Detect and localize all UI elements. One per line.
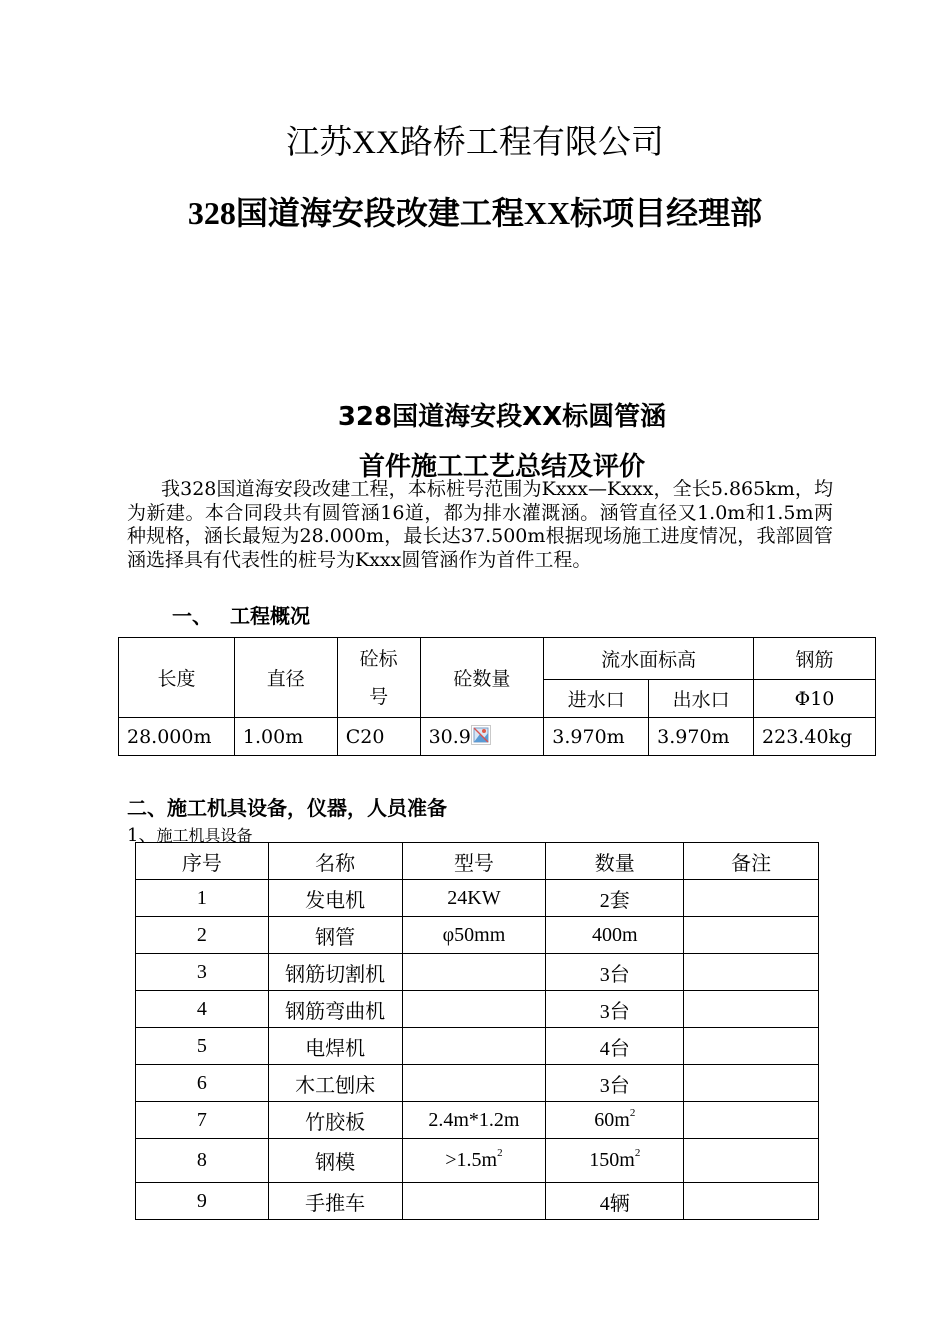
section1-heading [172, 600, 310, 629]
row-qty: 3台 [546, 954, 684, 991]
header-diameter: 直径 [234, 638, 337, 718]
row-qty-superscript: 2 [634, 1147, 641, 1159]
table-row [136, 917, 819, 954]
row-qty: 400m [546, 917, 684, 954]
section1-title: 工程概况 [230, 604, 310, 628]
table-row [136, 954, 819, 991]
header-name: 名称 [268, 843, 402, 880]
row-qty-superscript: 2 [629, 1106, 636, 1119]
header-concrete-grade-line1: 砼标 [359, 647, 398, 670]
table-row [136, 1102, 819, 1139]
row-name: 电焊机 [268, 1028, 402, 1065]
row-name: 竹胶板 [268, 1102, 402, 1139]
row-no: 6 [136, 1065, 269, 1102]
row-name: 手推车 [268, 1183, 402, 1220]
row-note [684, 1139, 819, 1183]
row-qty: 4台 [546, 1028, 684, 1065]
subsection-number: 1、 [127, 825, 157, 846]
row-note [684, 954, 819, 991]
row-name: 钢管 [268, 917, 402, 954]
row-model [402, 991, 546, 1028]
header-rebar: 钢筋 [754, 638, 876, 680]
broken-image-icon [471, 725, 491, 745]
row-no: 8 [136, 1139, 269, 1183]
row-model: φ50mm [402, 917, 546, 954]
header-concrete-qty: 砼数量 [420, 638, 544, 718]
row-model-value: >1.5m [445, 1149, 498, 1171]
row-model-superscript: 2 [497, 1147, 503, 1159]
header-water-level: 流水面标高 [544, 638, 754, 680]
row-model [402, 1028, 546, 1065]
cell-qty [420, 718, 544, 756]
header-concrete-grade-line2: 号 [369, 685, 389, 708]
company-name: 江苏XX路桥工程有限公司 [286, 125, 664, 161]
row-note [684, 1065, 819, 1102]
row-name: 钢模 [268, 1139, 402, 1183]
overview-table [118, 637, 876, 756]
header-qty: 数量 [546, 843, 684, 880]
table-row [136, 991, 819, 1028]
header-note: 备注 [684, 843, 819, 880]
row-qty: 2套 [546, 880, 684, 917]
row-no: 7 [136, 1102, 269, 1139]
header-length: 长度 [119, 638, 235, 718]
header-model: 型号 [402, 843, 546, 880]
cell-inlet: 3.970m [544, 718, 649, 756]
row-model [402, 954, 546, 991]
row-qty: 3台 [546, 991, 684, 1028]
row-name: 发电机 [268, 880, 402, 917]
subsection-title: 施工机具设备 [156, 826, 253, 845]
row-name: 钢筋弯曲机 [268, 991, 402, 1028]
header-outlet: 出水口 [649, 680, 754, 718]
header-inlet: 进水口 [544, 680, 649, 718]
row-qty: 3台 [546, 1065, 684, 1102]
row-model [402, 1065, 546, 1102]
table-row [136, 1139, 819, 1183]
row-no: 3 [136, 954, 269, 991]
cell-qty-value: 30.9 [428, 725, 471, 748]
document-title-line2: 首件施工工艺总结及评价 [358, 452, 645, 482]
row-no: 2 [136, 917, 269, 954]
section2-heading: 二、施工机具设备，仪器，人员准备 [127, 796, 447, 820]
document-title-line1: 328国道海安段XX标圆管涵 [337, 402, 667, 432]
header-no: 序号 [136, 843, 269, 880]
row-note [684, 1102, 819, 1139]
cell-length: 28.000m [119, 718, 235, 756]
cell-diameter: 1.00m [234, 718, 337, 756]
table-row [136, 1028, 819, 1065]
table-row [136, 1183, 819, 1220]
row-name: 木工刨床 [268, 1065, 402, 1102]
header-rebar-spec: Φ10 [754, 680, 876, 718]
row-model [402, 1183, 546, 1220]
department-name: 328国道海安段改建工程XX标项目经理部 [187, 195, 763, 231]
row-no: 4 [136, 991, 269, 1028]
row-note [684, 880, 819, 917]
intro-paragraph: 我328国道海安段改建工程，本标桩号范围为Kxxx—Kxxx，全长5.865km，均为新建。本合同段共有圆管涵16道，都为排水灌溉涵。涵管直径又1.0m和1.5m两种规格，涵长最短为28.000m，最长达37.500m根据现场施工进度情况，我部圆管涵选择具有代表性的桩号为Kxxx圆管涵作为首件工程。 [127, 478, 833, 571]
row-qty-value: 150m [589, 1149, 635, 1171]
row-note [684, 917, 819, 954]
equipment-table [135, 842, 819, 1220]
row-qty: 4辆 [546, 1183, 684, 1220]
row-qty [546, 1102, 684, 1139]
table-row [136, 880, 819, 917]
row-note [684, 1183, 819, 1220]
equipment-header-row [136, 843, 819, 880]
row-name: 钢筋切割机 [268, 954, 402, 991]
row-note [684, 1028, 819, 1065]
cell-outlet: 3.970m [649, 718, 754, 756]
row-no: 5 [136, 1028, 269, 1065]
row-model: 24KW [402, 880, 546, 917]
row-no: 1 [136, 880, 269, 917]
row-no: 9 [136, 1183, 269, 1220]
section1-number: 一、 [172, 604, 212, 628]
row-note [684, 991, 819, 1028]
table-row [136, 1065, 819, 1102]
cell-rebar: 223.40kg [754, 718, 876, 756]
cell-grade: C20 [337, 718, 420, 756]
row-qty [546, 1139, 684, 1183]
row-model: 2.4m*1.2m [402, 1102, 546, 1139]
row-qty-value: 60m [594, 1108, 630, 1131]
header-concrete-grade [337, 638, 420, 718]
row-model [402, 1139, 546, 1183]
